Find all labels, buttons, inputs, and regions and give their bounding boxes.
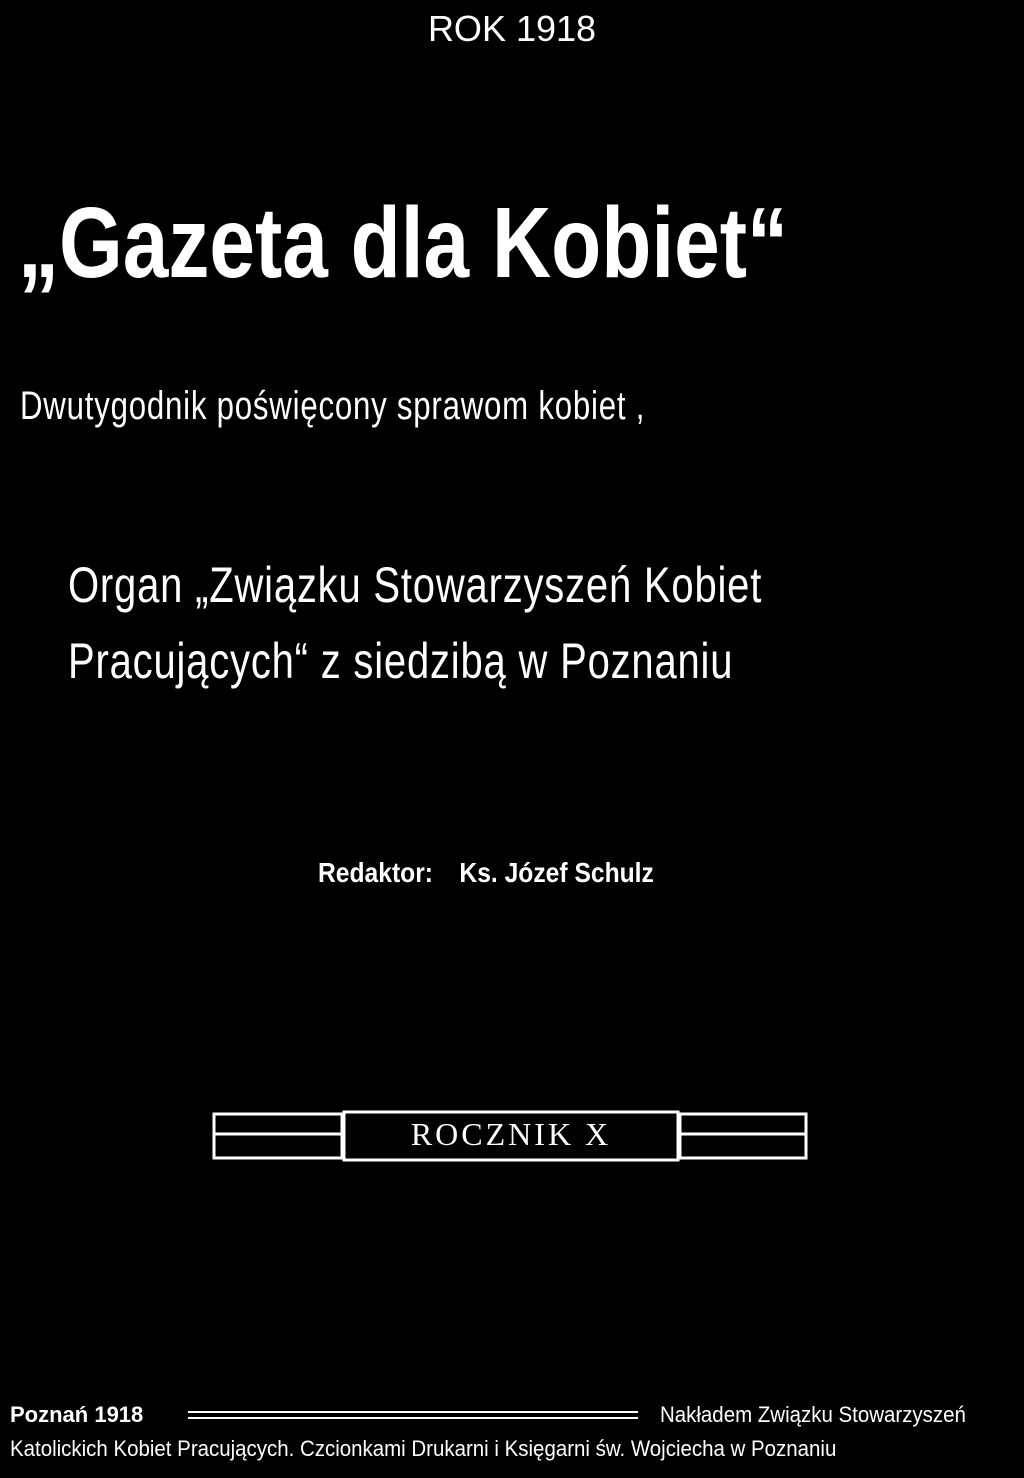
year-heading: ROK 1918 [427, 8, 597, 49]
publisher-line-1: Nakładem Związku Stowarzyszeń [660, 1402, 966, 1427]
volume-label: ROCZNIK X [410, 1116, 612, 1152]
publisher-line-2: Katolickich Kobiet Pracujących. Czcionkami Drukarni i Księgarni św. Wojciecha w Poznaniu [10, 1436, 837, 1461]
editor-credit [318, 857, 654, 889]
organ-line-2: Pracujących“ z siedzibą w Poznaniu [68, 633, 734, 689]
footer-double-rule [188, 1411, 638, 1419]
publication-title: „Gazeta dla Kobiet“ [18, 187, 789, 299]
organ-line-1: Organ „Związku Stowarzyszeń Kobiet [68, 557, 763, 613]
editor-name: Ks. Józef Schulz [459, 857, 654, 888]
editor-label: Redaktor: [318, 857, 434, 888]
publication-subtitle: Dwutygodnik poświęcony sprawom kobiet , [20, 384, 646, 428]
volume-banner [212, 1110, 808, 1162]
place-year: Poznań 1918 [10, 1402, 144, 1427]
